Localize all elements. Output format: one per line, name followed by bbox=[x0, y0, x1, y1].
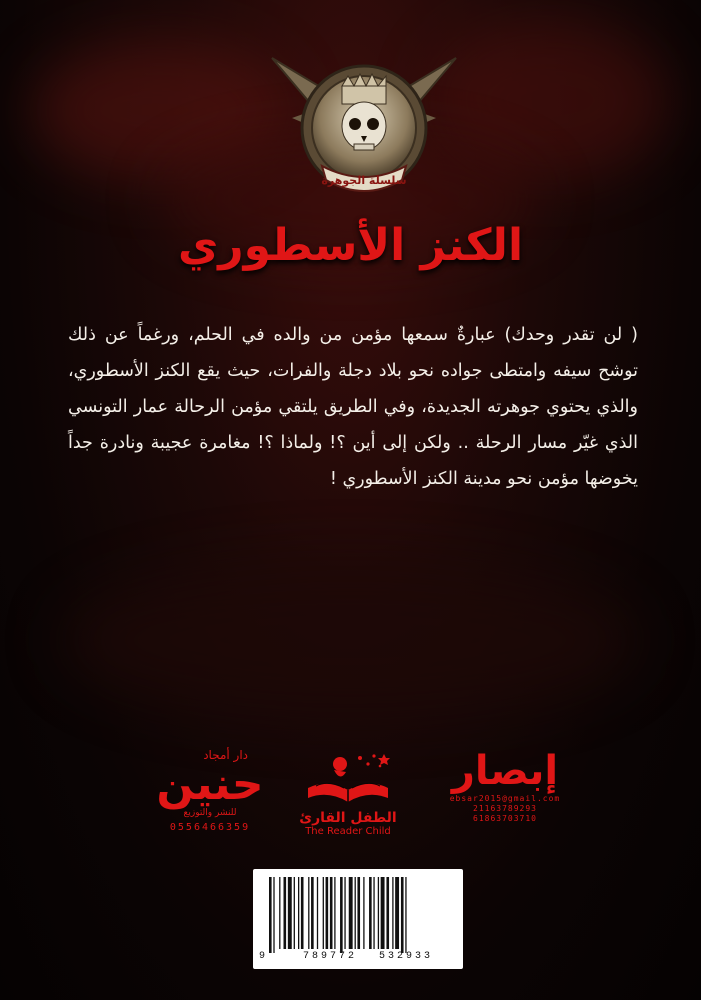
ibsar-publisher-logo bbox=[440, 748, 570, 824]
isbn-barcode bbox=[253, 869, 463, 969]
ibsar-name: إبصار bbox=[451, 748, 559, 794]
series-badge-label: سلسلة الجوهرة bbox=[321, 174, 407, 187]
barcode-bar bbox=[308, 877, 309, 949]
reader-child-arabic: الطفل القارئ bbox=[299, 810, 397, 826]
hanin-name: حنين bbox=[156, 759, 264, 810]
isbn-first-digit: 9 bbox=[259, 951, 266, 962]
barcode-bar bbox=[334, 877, 335, 949]
barcode-bar bbox=[355, 877, 356, 949]
isbn-right-group: 532933 bbox=[379, 951, 434, 962]
barcode-bar bbox=[294, 877, 295, 949]
book-title: الكنز الأسطوري bbox=[177, 220, 524, 271]
barcode-bar bbox=[340, 877, 343, 953]
barcode-bar bbox=[344, 877, 345, 949]
reader-child-logo bbox=[288, 748, 408, 837]
barcode-bar bbox=[395, 877, 399, 949]
barcode-bar bbox=[401, 877, 404, 953]
barcode-bar bbox=[330, 877, 333, 949]
barcode-bar bbox=[311, 877, 314, 949]
barcode-bar bbox=[386, 877, 389, 949]
barcode-bars bbox=[253, 869, 463, 953]
hanin-top-label: دار أمجاد bbox=[203, 748, 248, 762]
barcode-bar bbox=[288, 877, 292, 949]
barcode-bar bbox=[363, 877, 364, 949]
barcode-bar bbox=[317, 877, 318, 949]
barcode-bar bbox=[373, 877, 374, 949]
background-smoke bbox=[60, 560, 640, 720]
barcode-bar bbox=[326, 877, 329, 949]
barcode-bar bbox=[392, 877, 393, 949]
barcode-bar bbox=[381, 877, 385, 949]
hanin-subtitle: للنشر والتوزيع bbox=[183, 808, 237, 818]
barcode-bar bbox=[357, 877, 360, 949]
barcode-bar bbox=[349, 877, 353, 949]
open-book-icon bbox=[298, 748, 398, 806]
barcode-bar bbox=[279, 877, 280, 949]
barcode-bar bbox=[369, 877, 372, 949]
crown-skull-emblem bbox=[262, 48, 466, 208]
isbn-digits bbox=[253, 951, 463, 965]
hanin-phone: 0556466359 bbox=[169, 822, 251, 833]
barcode-bar bbox=[298, 877, 299, 949]
book-blurb: ( لن تقدر وحدك) عبارةٌ سمعها مؤمن من والده في الحلم، ورغماً عن ذلك توشح سيفه وامتطى جواده نحو بلاد دجلة والفرات، حيث يقع الكنز الأسطوري، والذي يحتوي جوهرته الجديدة، وفي الطريق يلتقي مؤمن الرحالة عمار التونسي الذي غيّر مسار الرحلة .. ولكن إلى أين ؟! ولماذا ؟! مغامرة عجيبة ونادرة جداً يخوضها مؤمن نحو مدينة الكنز الأسطوري ! bbox=[68, 325, 638, 489]
ibsar-phone-1: 21163789293 bbox=[473, 804, 537, 813]
barcode-bar bbox=[301, 877, 304, 949]
barcode-bar bbox=[273, 877, 274, 953]
hanin-publisher-logo bbox=[150, 748, 270, 833]
barcode-bar bbox=[323, 877, 324, 949]
barcode-bar bbox=[405, 877, 406, 953]
reader-child-english: The Reader Child bbox=[305, 826, 391, 837]
barcode-bar bbox=[284, 877, 287, 949]
ibsar-email: ebsar2015@gmail.com bbox=[449, 794, 561, 803]
publisher-logos bbox=[0, 748, 701, 848]
isbn-left-group: 789772 bbox=[303, 951, 358, 962]
barcode-bar bbox=[269, 877, 272, 953]
ibsar-phone-2: 61863703710 bbox=[473, 814, 537, 823]
barcode-bar bbox=[378, 877, 379, 949]
